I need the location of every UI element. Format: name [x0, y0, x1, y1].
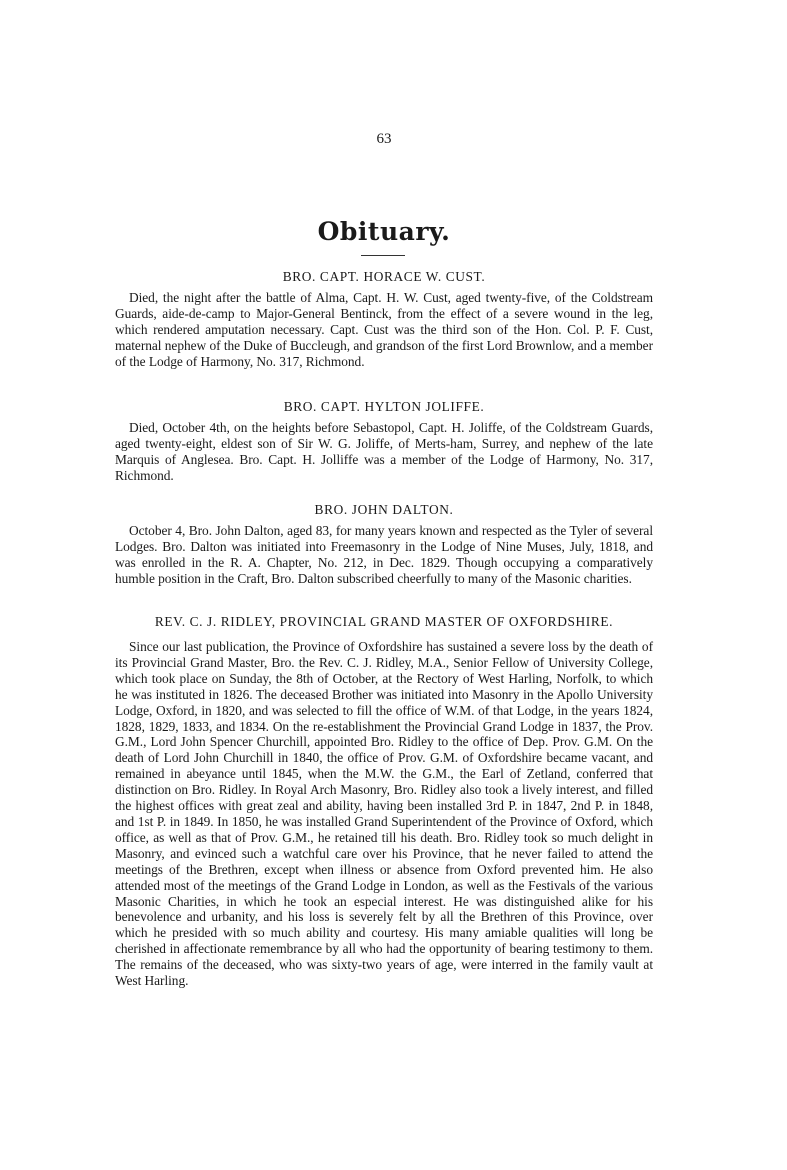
section-body: October 4, Bro. John Dalton, aged 83, for many years known and respected as the Tyler of several Lodges. Bro. Dalton was initiated into Freemasonry in the Lodge of Nine Muses, July, 1818, and was enrolled in the R. A. Chapter, No. 212, in Dec. 1829. Though occupying a comparatively humble position in the Craft, Bro. Dalton subscribed cheerfully to many of the Masonic charities. [115, 523, 653, 586]
section-title: BRO. CAPT. HYLTON JOLIFFE. [283, 399, 485, 414]
section-title: REV. C. J. RIDLEY, PROVINCIAL GRAND MASTER OF OXFORDSHIRE. [154, 614, 614, 629]
section-title: BRO. CAPT. HORACE W. CUST. [282, 269, 486, 284]
section-title: BRO. JOHN DALTON. [314, 502, 454, 517]
obituary-section-cust [115, 268, 653, 370]
section-body: Died, October 4th, on the heights before Sebastopol, Capt. H. Joliffe, of the Coldstream Guards, aged twenty-eight, eldest son of Sir W. G. Joliffe, of Merts-ham, Surrey, and nephew of the late Marquis of Anglesea. Bro. Capt. H. Jolliffe was a member of the Lodge of Harmony, No. 317, Richmond. [115, 420, 653, 483]
page-heading: Obituary. [317, 217, 451, 246]
section-body: Since our last publication, the Province of Oxfordshire has sustained a severe loss by the death of its Provincial Grand Master, Bro. the Rev. C. J. Ridley, M.A., Senior Fellow of University College, which took place on Sunday, the 8th of October, at the Rectory of West Harling, Norfolk, to which he was instituted in 1826. The deceased Brother was initiated into Masonry in the Apollo University Lodge, Oxford, in 1820, and was selected to fill the office of W.M. of that Lodge, in the years 1824, 1828, 1829, 1833, and 1834. On the re-establishment the Provincial Grand Lodge in 1837, the Prov. G.M., Lord John Spencer Churchill, appointed Bro. Ridley to the office of Dep. Prov. G.M. On the death of Lord John Churchill in 1840, the office of Prov. G.M. of Oxfordshire became vacant, and remained in abeyance until 1845, when the M.W. the G.M., the Earl of Zetland, conferred that distinction on Bro. Ridley. In Royal Arch Masonry, Bro. Ridley also took a lively interest, and filled the highest offices with great zeal and ability, having been installed 3rd P. in 1847, 2nd P. in 1848, and 1st P. in 1849. In 1850, he was installed Grand Superintendent of the Province of Oxford, which office, as well as that of Prov. G.M., he retained till his death. Bro. Ridley took so much delight in Masonry, and evinced such a watchful care over his Province, that he never failed to attend the meetings of the Brethren, except when illness or absence from Oxford prevented him. He also attended most of the meetings of the Grand Lodge in London, as well as the Festivals of the various Masonic Charities, in which he took an especial interest. He was distinguished alike for his benevolence and urbanity, and his loss is severely felt by all the Brethren of this Province, over which he presided with so much ability and courtesy. His many amiable qualities will long be cherished in affectionate remembrance by all who had the opportunity of bearing testimony to them. The remains of the deceased, who was sixty-two years of age, were interred in the family vault at West Harling. [115, 639, 653, 989]
obituary-section-ridley [115, 613, 653, 989]
obituary-section-dalton [115, 501, 653, 587]
obituary-section-joliffe [115, 398, 653, 484]
section-body: Died, the night after the battle of Alma, Capt. H. W. Cust, aged twenty-five, of the Coldstream Guards, aide-de-camp to Major-General Bentinck, from the effect of a severe wound in the leg, which rendered amputation necessary. Capt. Cust was the third son of the Hon. Col. P. F. Cust, maternal nephew of the Duke of Buccleugh, and grandson of the first Lord Brownlow, and a member of the Lodge of Harmony, No. 317, Richmond. [115, 290, 653, 369]
page-number: 63 [376, 131, 392, 147]
heading-divider [361, 255, 405, 256]
